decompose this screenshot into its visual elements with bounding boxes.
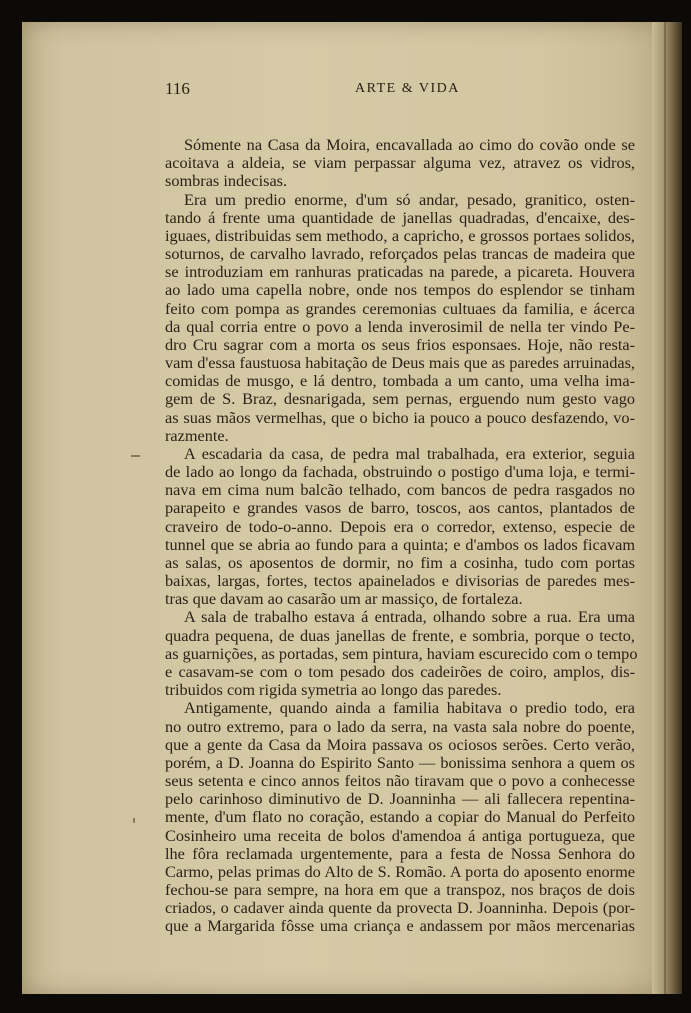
text-line: ao lado uma capella nobre, onde nos tempos do esplendor se tinham xyxy=(165,280,635,300)
body-text xyxy=(165,135,638,936)
text-line: as salas, os aposentos de dormir, no fim a cosinha, tudo com portas xyxy=(165,552,635,572)
text-line: tunnel que se abria ao fundo para a quinta; e d'ambos os lados ficavam xyxy=(165,534,635,554)
text-line: acoitava a aldeia, se viam perpassar alguma vez, atravez os vidros, xyxy=(165,153,635,173)
text-line: que a Margarida fôsse uma criança e andassem por mãos mercenarias xyxy=(165,916,635,936)
text-line: seus setenta e cinco annos feitos não tiravam que o povo a conhecesse xyxy=(165,771,635,791)
text-line: razmente. xyxy=(165,425,229,445)
text-line: Sómente na Casa da Moira, encavallada ao cimo do covão onde se xyxy=(184,135,635,154)
running-title: ARTE & VIDA xyxy=(355,81,460,96)
text-line: gem de S. Braz, desnarigada, sem pernas, erguendo num gesto vago xyxy=(165,389,635,409)
text-line: vam d'essa faustuosa habitação de Deus mais que as paredes arruinadas, xyxy=(165,353,635,373)
text-line: dro Cru sagrar com a morta os seus frios esponsaes. Hoje, não resta- xyxy=(165,334,635,354)
text-line: tribuidos com rigida symetria ao longo das paredes. xyxy=(165,680,502,700)
text-line: Carmo, pelas primas do Alto de S. Romão. A porta do aposento enorme xyxy=(165,861,635,881)
ink-mark xyxy=(133,818,135,823)
text-line: Era um predio enorme, d'um só andar, pesado, granitico, osten- xyxy=(184,189,635,209)
text-line: comidas de musgo, e lá dentro, tombada a um canto, uma velha ima- xyxy=(165,371,635,391)
text-line: A sala de trabalho estava á entrada, olhando sobre a rua. Era uma xyxy=(184,607,635,627)
text-line: craveiro de todo-o-anno. Depois era o corredor, extenso, especie de xyxy=(165,516,635,536)
text-line: sombras indecisas. xyxy=(165,171,288,191)
text-line: tando á frente uma quantidade de janellas quadradas, d'encaixe, des- xyxy=(165,207,635,227)
text-line: tras que davam ao casarão um ar massiço, de fortaleza. xyxy=(165,589,523,609)
text-line: parapeito e grandes vasos de barro, toscos, aos cantos, plantados de xyxy=(165,498,635,518)
page-number: 116 xyxy=(165,79,190,98)
text-line: lhe fôra reclamada urgentemente, para a festa de Nossa Senhora do xyxy=(165,843,635,863)
text-line: que a gente da Casa da Moira passava os ociosos serões. Certo verão, xyxy=(165,734,635,754)
text-line: criados, o cadaver ainda quente da provecta D. Joanninha. Depois (por- xyxy=(165,898,635,918)
text-line: iguaes, distribuidas sem methodo, a capricho, e grossos portaes solidos, xyxy=(165,225,635,245)
text-line: Antigamente, quando ainda a familia habitava o predio todo, era xyxy=(184,698,635,718)
text-line: fechou-se para sempre, na hora em que a transpoz, nos braços de dois xyxy=(165,880,635,900)
text-line: da qual corria entre o povo a lenda inverosimil de nella ter vindo Pe- xyxy=(165,316,635,336)
text-line: as guarnições, as portadas, sem pintura, haviam escurecido com o tempo xyxy=(165,643,638,663)
text-line: porém, a D. Joanna do Espirito Santo — bonissima senhora a quem os xyxy=(165,752,635,772)
text-line: nava em cima num balcão telhado, com bancos de pedra rasgados no xyxy=(165,480,635,500)
text-line: no outro extremo, para o lado da serra, na vasta sala nobre do poente, xyxy=(165,716,635,736)
text-line: soturnos, de carvalho lavrado, reforçados pelas trancas de madeira que xyxy=(165,244,635,264)
text-line: pelo carinhoso diminutivo de D. Joanninha — ali fallecera repentina- xyxy=(165,789,635,809)
ink-mark xyxy=(131,455,140,457)
text-line: mente, d'um flato no coração, estando a copiar do Manual do Perfeito xyxy=(165,807,635,827)
text-line: as suas mãos vermelhas, que o bicho ia pouco a pouco desfazendo, vo- xyxy=(165,407,635,427)
text-line: quadra pequena, de duas janellas de frente, e sombria, porque o tecto, xyxy=(165,625,635,645)
page-edge xyxy=(652,22,682,994)
text-line: se introduziam em ranhuras praticadas na parede, a picareta. Houvera xyxy=(165,262,635,282)
text-line: Cosinheiro uma receita de bolos d'amendoa á antiga portugueza, que xyxy=(165,825,635,845)
text-line: de lado ao longo da fachada, obstruindo o postigo d'uma loja, e termi- xyxy=(165,462,635,482)
text-line: baixas, largas, fortes, tectos apainelados e divisorias de paredes mes- xyxy=(165,571,635,591)
text-line: e casavam-se com o tom pesado dos cadeirões de coiro, amplos, dis- xyxy=(165,661,635,681)
text-line: A escadaria da casa, de pedra mal trabalhada, era exterior, seguia xyxy=(184,443,635,463)
text-line: feito com pompa as grandes ceremonias cultuaes da familia, e ácerca xyxy=(165,298,635,318)
page-header xyxy=(165,79,645,103)
